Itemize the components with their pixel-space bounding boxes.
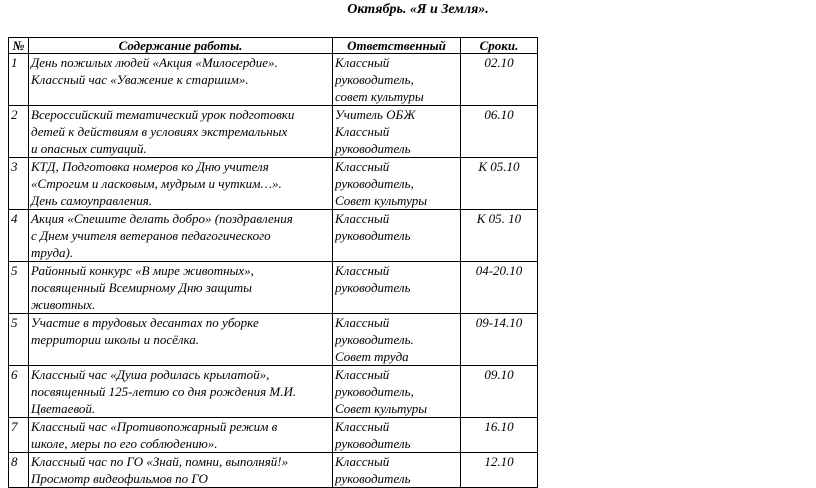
activity-content	[29, 54, 333, 106]
activity-content	[29, 158, 333, 210]
table-row	[9, 54, 538, 106]
responsible-person	[333, 106, 461, 158]
deadline: 04-20.10	[461, 262, 538, 314]
activity-content-line: территории школы и посёлка.	[31, 332, 200, 347]
activity-content-line: школе, меры по его соблюдению».	[31, 436, 218, 451]
table-header-row	[9, 38, 538, 54]
table-row	[9, 210, 538, 262]
table-row	[9, 314, 538, 366]
responsible-person-line: руководитель	[335, 228, 411, 243]
responsible-person-line: руководитель,	[335, 384, 414, 399]
table-row	[9, 366, 538, 418]
header-number: №	[9, 38, 29, 54]
activity-content	[29, 106, 333, 158]
responsible-person	[333, 418, 461, 453]
row-number: 2	[9, 106, 29, 158]
responsible-person-line: Учитель ОБЖ	[335, 107, 416, 122]
activity-content-line: Классный час «Противопожарный режим в	[31, 419, 278, 434]
activity-content-line: «Строгим и ласковым, мудрым и чутким…».	[31, 176, 282, 191]
row-number: 5	[9, 262, 29, 314]
responsible-person-line: Совет культуры	[335, 401, 428, 416]
activity-content-line: труда).	[31, 245, 74, 260]
activity-content-line: животных.	[31, 297, 96, 312]
document-title: Октябрь. «Я и Земля».	[347, 2, 489, 17]
responsible-person	[333, 262, 461, 314]
row-number: 1	[9, 54, 29, 106]
activity-content-line: Районный конкурс «В мире животных»,	[31, 263, 254, 278]
responsible-person-line: руководитель	[335, 436, 411, 451]
responsible-person	[333, 54, 461, 106]
work-plan-table	[8, 37, 538, 488]
responsible-person-line: руководитель	[335, 141, 411, 156]
responsible-person	[333, 366, 461, 418]
row-number: 8	[9, 453, 29, 488]
responsible-person-line: руководитель	[335, 280, 411, 295]
table-row	[9, 106, 538, 158]
activity-content-line: Акция «Спешите делать добро» (поздравления	[31, 211, 293, 226]
row-number: 4	[9, 210, 29, 262]
responsible-person-line: Классный	[335, 55, 390, 70]
deadline: 06.10	[461, 106, 538, 158]
table-body	[9, 54, 538, 488]
responsible-person-line: Совет культуры	[335, 193, 428, 208]
activity-content	[29, 453, 333, 488]
responsible-person-line: Классный	[335, 124, 390, 139]
responsible-person	[333, 453, 461, 488]
activity-content	[29, 314, 333, 366]
activity-content-line: Цветаевой.	[31, 401, 96, 416]
responsible-person	[333, 314, 461, 366]
activity-content-line: и опасных ситуаций.	[31, 141, 147, 156]
responsible-person-line: Классный	[335, 419, 390, 434]
responsible-person-line: Классный	[335, 159, 390, 174]
activity-content-line: Всероссийский тематический урок подготовки	[31, 107, 295, 122]
table-row	[9, 262, 538, 314]
activity-content	[29, 366, 333, 418]
activity-content-line: с Днем учителя ветеранов педагогического	[31, 228, 271, 243]
responsible-person-line: Классный	[335, 454, 390, 469]
responsible-person-line: Классный	[335, 211, 390, 226]
table-row	[9, 158, 538, 210]
activity-content-line: Просмотр видеофильмов по ГО	[31, 471, 208, 486]
activity-content	[29, 210, 333, 262]
row-number: 3	[9, 158, 29, 210]
activity-content	[29, 418, 333, 453]
responsible-person-line: руководитель.	[335, 332, 414, 347]
deadline: 09.10	[461, 366, 538, 418]
responsible-person-line: Совет труда	[335, 349, 409, 364]
activity-content-line: Классный час «Душа родилась крылатой»,	[31, 367, 270, 382]
header-responsible: Ответственный	[333, 38, 461, 54]
deadline: К 05. 10	[461, 210, 538, 262]
responsible-person-line: руководитель,	[335, 176, 414, 191]
activity-content-line: День пожилых людей «Акция «Милосердие».	[31, 55, 278, 70]
table-row	[9, 418, 538, 453]
responsible-person	[333, 210, 461, 262]
activity-content-line: детей к действиям в условиях экстремальных	[31, 124, 288, 139]
deadline: К 05.10	[461, 158, 538, 210]
deadline: 09-14.10	[461, 314, 538, 366]
activity-content-line: посвященный Всемирному Дню защиты	[31, 280, 252, 295]
responsible-person-line: совет культуры	[335, 89, 424, 104]
row-number: 5	[9, 314, 29, 366]
deadline: 02.10	[461, 54, 538, 106]
responsible-person-line: Классный	[335, 315, 390, 330]
activity-content-line: посвященный 125-летию со дня рождения М.И.	[31, 384, 297, 399]
activity-content-line: Классный час «Уважение к старшим».	[31, 72, 249, 87]
responsible-person-line: руководитель	[335, 471, 411, 486]
activity-content-line: Классный час по ГО «Знай, помни, выполняй!»	[31, 454, 289, 469]
activity-content-line: День самоуправления.	[31, 193, 153, 208]
deadline: 12.10	[461, 453, 538, 488]
deadline: 16.10	[461, 418, 538, 453]
responsible-person-line: Классный	[335, 367, 390, 382]
responsible-person	[333, 158, 461, 210]
activity-content-line: Участие в трудовых десантах по уборке	[31, 315, 259, 330]
responsible-person-line: руководитель,	[335, 72, 414, 87]
header-deadline: Сроки.	[461, 38, 538, 54]
row-number: 7	[9, 418, 29, 453]
activity-content-line: КТД, Подготовка номеров ко Дню учителя	[31, 159, 269, 174]
row-number: 6	[9, 366, 29, 418]
header-content: Содержание работы.	[29, 38, 333, 54]
responsible-person-line: Классный	[335, 263, 390, 278]
table-row	[9, 453, 538, 488]
activity-content	[29, 262, 333, 314]
